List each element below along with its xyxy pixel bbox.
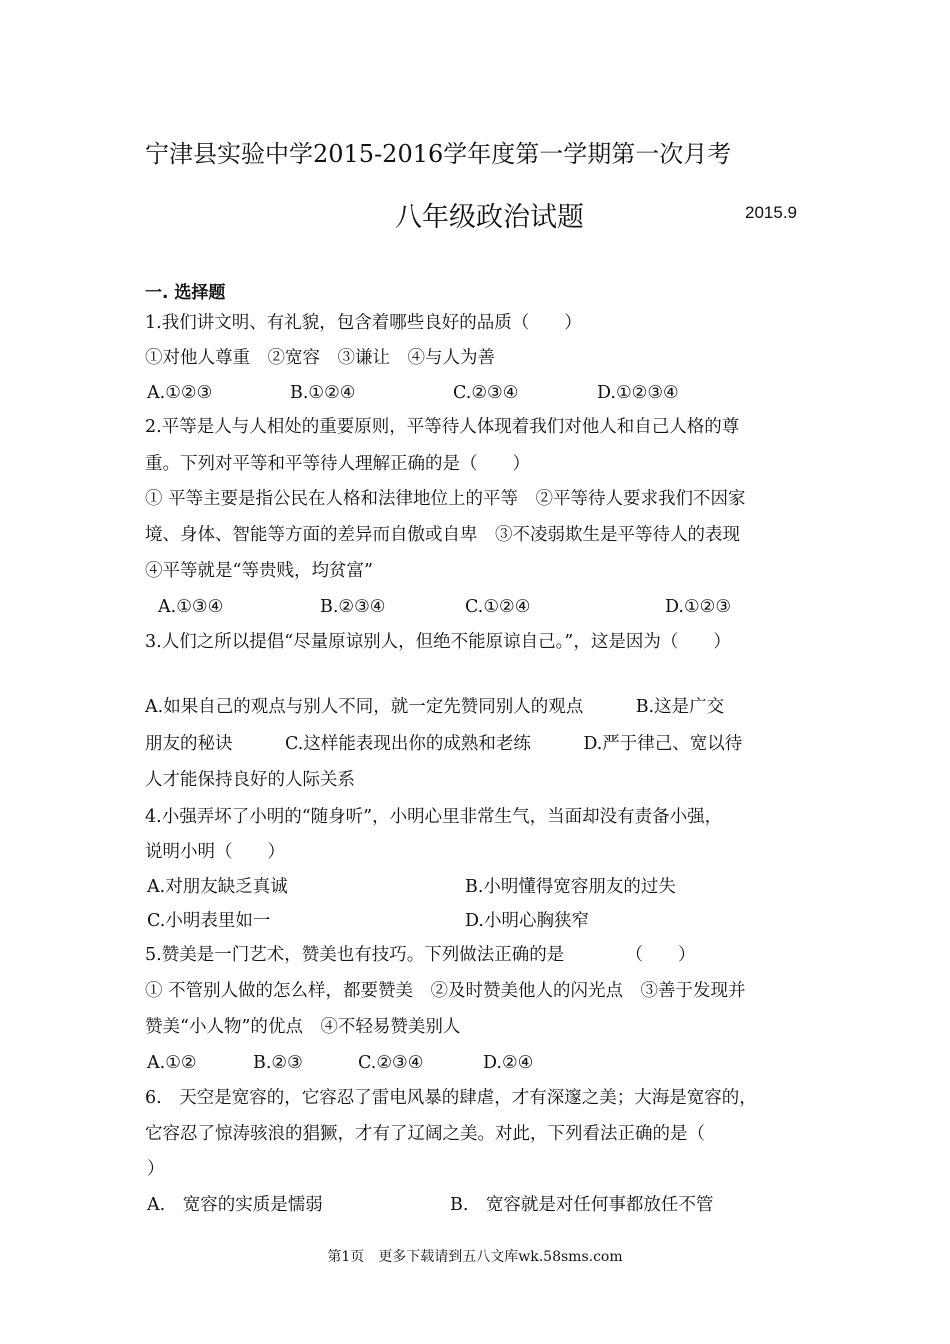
- question-4-option-d: D.小明心胸狭窄: [465, 911, 589, 931]
- question-1-option-d: D.①②③④: [597, 383, 679, 403]
- question-6-option-b: B. 宽容就是对任何事都放任不管: [450, 1195, 714, 1215]
- question-2-line-2: 重。下列对平等和平等待人理解正确的是（ ）: [145, 454, 530, 474]
- question-3-line-4: 人才能保持良好的人际关系: [145, 770, 355, 790]
- question-2-line-3: ① 平等主要是指公民在人格和法律地位上的平等 ②平等待人要求我们不因家: [145, 489, 746, 509]
- exam-date: 2015.9: [745, 203, 797, 222]
- question-4-line-1: 4.小强弄坏了小明的“随身听”，小明心里非常生气，当面却没有责备小强，: [145, 807, 723, 827]
- question-1-stem: 1.我们讲文明、有礼貌，包含着哪些良好的品质（ ）: [145, 313, 582, 333]
- question-1-option-a: A.①②③: [147, 383, 213, 403]
- question-2-option-b: B.②③④: [320, 597, 386, 617]
- question-5-option-c: C.②③④: [358, 1053, 424, 1073]
- question-6-line-1: 6. 天空是宽容的，它容忍了雷电风暴的肆虐，才有深邃之美；大海是宽容的，: [145, 1088, 757, 1108]
- question-6-line-2: 它容忍了惊涛骇浪的猖獗，才有了辽阔之美。对此，下列看法正确的是（: [145, 1124, 705, 1144]
- question-5-line-2: ① 不管别人做的怎么样，都要赞美 ②及时赞美他人的闪光点 ③善于发现并: [145, 981, 746, 1001]
- question-5-option-d: D.②④: [483, 1053, 534, 1073]
- exam-title: 宁津县实验中学2015-2016学年度第一学期第一次月考: [145, 140, 732, 168]
- exam-subtitle: 八年级政治试题: [395, 202, 584, 233]
- question-1-option-b: B.①②④: [290, 383, 356, 403]
- question-5-option-b: B.②③: [253, 1053, 303, 1073]
- question-2-line-5: ④平等就是“等贵贱，均贫富”: [145, 561, 373, 581]
- question-4-option-a: A.对朋友缺乏真诚: [147, 877, 288, 897]
- question-3-line-3: 朋友的秘诀 C.这样能表现出你的成熟和老练 D.严于律己、宽以待: [145, 734, 743, 754]
- question-3-line-2: A.如果自己的观点与别人不同，就一定先赞同别人的观点 B.这是广交: [145, 697, 725, 717]
- question-2-option-a: A.①③④: [158, 597, 224, 617]
- question-4-line-2: 说明小明（ ）: [145, 842, 285, 862]
- page-footer: 第1页 更多下载请到五八文库wk.58sms.com: [327, 1249, 623, 1265]
- question-1-statements: ①对他人尊重 ②宽容 ③谦让 ④与人为善: [145, 348, 495, 368]
- question-5-option-a: A.①②: [147, 1053, 197, 1073]
- question-4-option-b: B.小明懂得宽容朋友的过失: [465, 877, 676, 897]
- section-heading: 一. 选择题: [145, 283, 226, 303]
- question-4-option-c: C.小明表里如一: [147, 911, 271, 931]
- question-1-option-c: C.②③④: [453, 383, 519, 403]
- question-6-line-3: ）: [147, 1159, 165, 1179]
- question-2-line-1: 2.平等是人与人相处的重要原则，平等待人体现着我们对他人和自己人格的尊: [145, 417, 740, 437]
- question-2-option-d: D.①②③: [665, 597, 732, 617]
- question-2-option-c: C.①②④: [465, 597, 531, 617]
- question-3-stem: 3.人们之所以提倡“尽量原谅别人，但绝不能原谅自己。”，这是因为（ ）: [145, 632, 731, 652]
- question-5-stem: 5.赞美是一门艺术，赞美也有技巧。下列做法正确的是 （ ）: [145, 945, 696, 965]
- question-2-line-4: 境、身体、智能等方面的差异而自傲或自卑 ③不凌弱欺生是平等待人的表现: [145, 525, 740, 545]
- question-5-line-3: 赞美“小人物”的优点 ④不轻易赞美别人: [145, 1017, 461, 1037]
- question-6-option-a: A. 宽容的实质是懦弱: [147, 1195, 323, 1215]
